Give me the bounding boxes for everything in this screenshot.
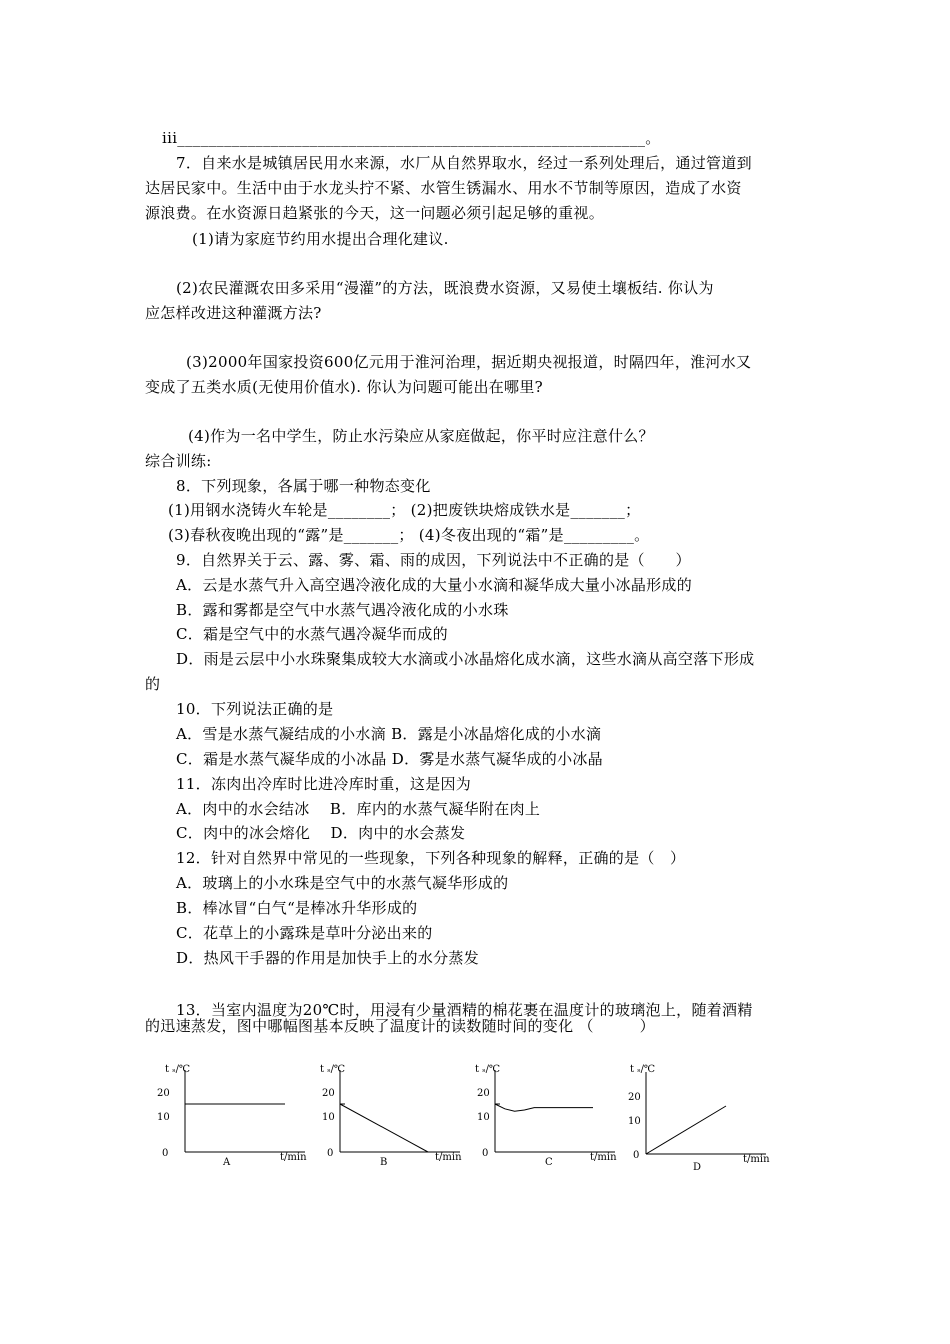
x-axis-label: t/min xyxy=(743,1154,770,1165)
y-tick-label: 20 xyxy=(157,1088,170,1099)
text-line: 变成了五类水质(无使用价值水). 你认为问题可能出在哪里? xyxy=(145,378,543,396)
y-tick-label: 10 xyxy=(157,1112,170,1123)
option-a: A．云是水蒸气升入高空遇冷液化成的大量小水滴和凝华成大量小冰晶形成的 xyxy=(176,576,693,594)
section-heading: 综合训练: xyxy=(145,452,212,470)
option-cd: C．霜是水蒸气凝华成的小冰晶 D．雾是水蒸气凝华成的小冰晶 xyxy=(176,750,603,768)
series-line xyxy=(646,1106,726,1154)
question-12-text: 12．针对自然界中常见的一些现象，下列各种现象的解释，正确的是（ ） xyxy=(176,849,686,867)
text-line: 的 xyxy=(145,675,161,693)
y-tick-label: 0 xyxy=(327,1148,334,1159)
question-7-text: 7．自来水是城镇居民用水来源，水厂从自然界取水，经过一系列处理后，通过管道到 xyxy=(176,154,752,172)
text-line: iii____________________________________________________________。 xyxy=(162,129,661,147)
question-8-text: 8．下列现象，各属于哪一种物态变化 xyxy=(176,477,431,495)
option-b: B．露和雾都是空气中水蒸气遇冷液化成的小水珠 xyxy=(176,601,509,619)
option-cd: C．肉中的冰会熔化 D．肉中的水会蒸发 xyxy=(176,824,466,842)
graph-b-svg xyxy=(310,1062,475,1177)
question-9-text: 9．自然界关于云、露、雾、霜、雨的成因，下列说法中不正确的是（ ） xyxy=(176,551,691,569)
x-axis-label: t/min xyxy=(435,1152,462,1163)
question-7-part-2: (2)农民灌溉农田多采用“漫灌”的方法，既浪费水资源，又易使土壤板结. 你认为 xyxy=(176,279,714,297)
question-10-text: 10．下列说法正确的是 xyxy=(176,700,334,718)
question-7-part-1: (1)请为家庭节约用水提出合理化建议. xyxy=(192,230,449,248)
y-axis-label: t ₛ/℃ xyxy=(475,1064,501,1075)
option-ab: A．肉中的水会结冰 B．库内的水蒸气凝华附在肉上 xyxy=(176,800,541,818)
y-tick-label: 20 xyxy=(322,1088,335,1099)
y-axis-label: t ₛ/℃ xyxy=(320,1064,346,1075)
option-b: B．棒冰冒“白气“是棒冰升华形成的 xyxy=(176,899,418,917)
graph-d xyxy=(618,1062,783,1181)
question-13-text: 13．当室内温度为20℃时，用浸有少量酒精的棉花裹在温度计的玻璃泡上，随着酒精 xyxy=(176,1001,753,1019)
y-tick-label: 0 xyxy=(633,1150,640,1161)
graph-d-svg xyxy=(618,1062,783,1177)
option-a: A．玻璃上的小水珠是空气中的水蒸气凝华形成的 xyxy=(176,874,509,892)
question-7-part-3: (3)2000年国家投资600亿元用于淮河治理，据近期央视报道，时隔四年，淮河水又 xyxy=(186,353,752,371)
y-tick-label: 10 xyxy=(628,1116,641,1127)
graph-a xyxy=(155,1062,320,1181)
option-ab: A．雪是水蒸气凝结成的小水滴 B．露是小冰晶熔化成的小水滴 xyxy=(176,725,602,743)
y-tick-label: 10 xyxy=(477,1112,490,1123)
graph-c-svg xyxy=(465,1062,630,1177)
graph-b xyxy=(310,1062,475,1181)
y-tick-label: 20 xyxy=(477,1088,490,1099)
graph-label: C xyxy=(545,1157,553,1168)
option-d: D．热风干手器的作用是加快手上的水分蒸发 xyxy=(176,949,480,967)
y-tick-label: 10 xyxy=(322,1112,335,1123)
option-c: C．霜是空气中的水蒸气遇冷凝华而成的 xyxy=(176,625,448,643)
text-line: 应怎样改进这种灌溉方法? xyxy=(145,304,322,322)
text-line: 达居民家中。生活中由于水龙头拧不紧、水管生锈漏水、用水不节制等原因，造成了水资 xyxy=(145,179,742,197)
option-d: D．雨是云层中小水珠聚集成较大水滴或小冰晶熔化成水滴，这些水滴从高空落下形成 xyxy=(176,650,755,668)
text-line: 的迅速蒸发，图中哪幅图基本反映了温度计的读数随时间的变化 （ ） xyxy=(145,1017,655,1035)
y-tick-label: 0 xyxy=(482,1148,489,1159)
graph-c xyxy=(465,1062,630,1181)
y-tick-label: 0 xyxy=(162,1148,169,1159)
graph-a-svg xyxy=(155,1062,320,1177)
series-line xyxy=(495,1104,593,1111)
y-axis-label: t ₛ/℃ xyxy=(630,1064,656,1075)
x-axis-label: t/min xyxy=(280,1152,307,1163)
graph-label: B xyxy=(380,1157,388,1168)
text-line: (1)用钢水浇铸火车轮是________； (2)把废铁块熔成铁水是_______； xyxy=(168,501,641,519)
question-7-part-4: (4)作为一名中学生，防止水污染应从家庭做起，你平时应注意什么？ xyxy=(188,427,654,445)
x-axis-label: t/min xyxy=(590,1152,617,1163)
y-axis-label: t ₛ/℃ xyxy=(165,1064,191,1075)
graph-label: D xyxy=(693,1162,702,1173)
option-c: C．花草上的小露珠是草叶分泌出来的 xyxy=(176,924,433,942)
series-line xyxy=(340,1104,428,1152)
text-line: 源浪费。在水资源日趋紧张的今天，这一问题必须引起足够的重视。 xyxy=(145,204,605,222)
graph-label: A xyxy=(223,1157,231,1168)
question-11-text: 11．冻肉出冷库时比进冷库时重，这是因为 xyxy=(176,775,472,793)
y-tick-label: 20 xyxy=(628,1092,641,1103)
text-line: (3)春秋夜晚出现的“露”是_______； (4)冬夜出现的“霜”是_________。 xyxy=(168,526,650,544)
